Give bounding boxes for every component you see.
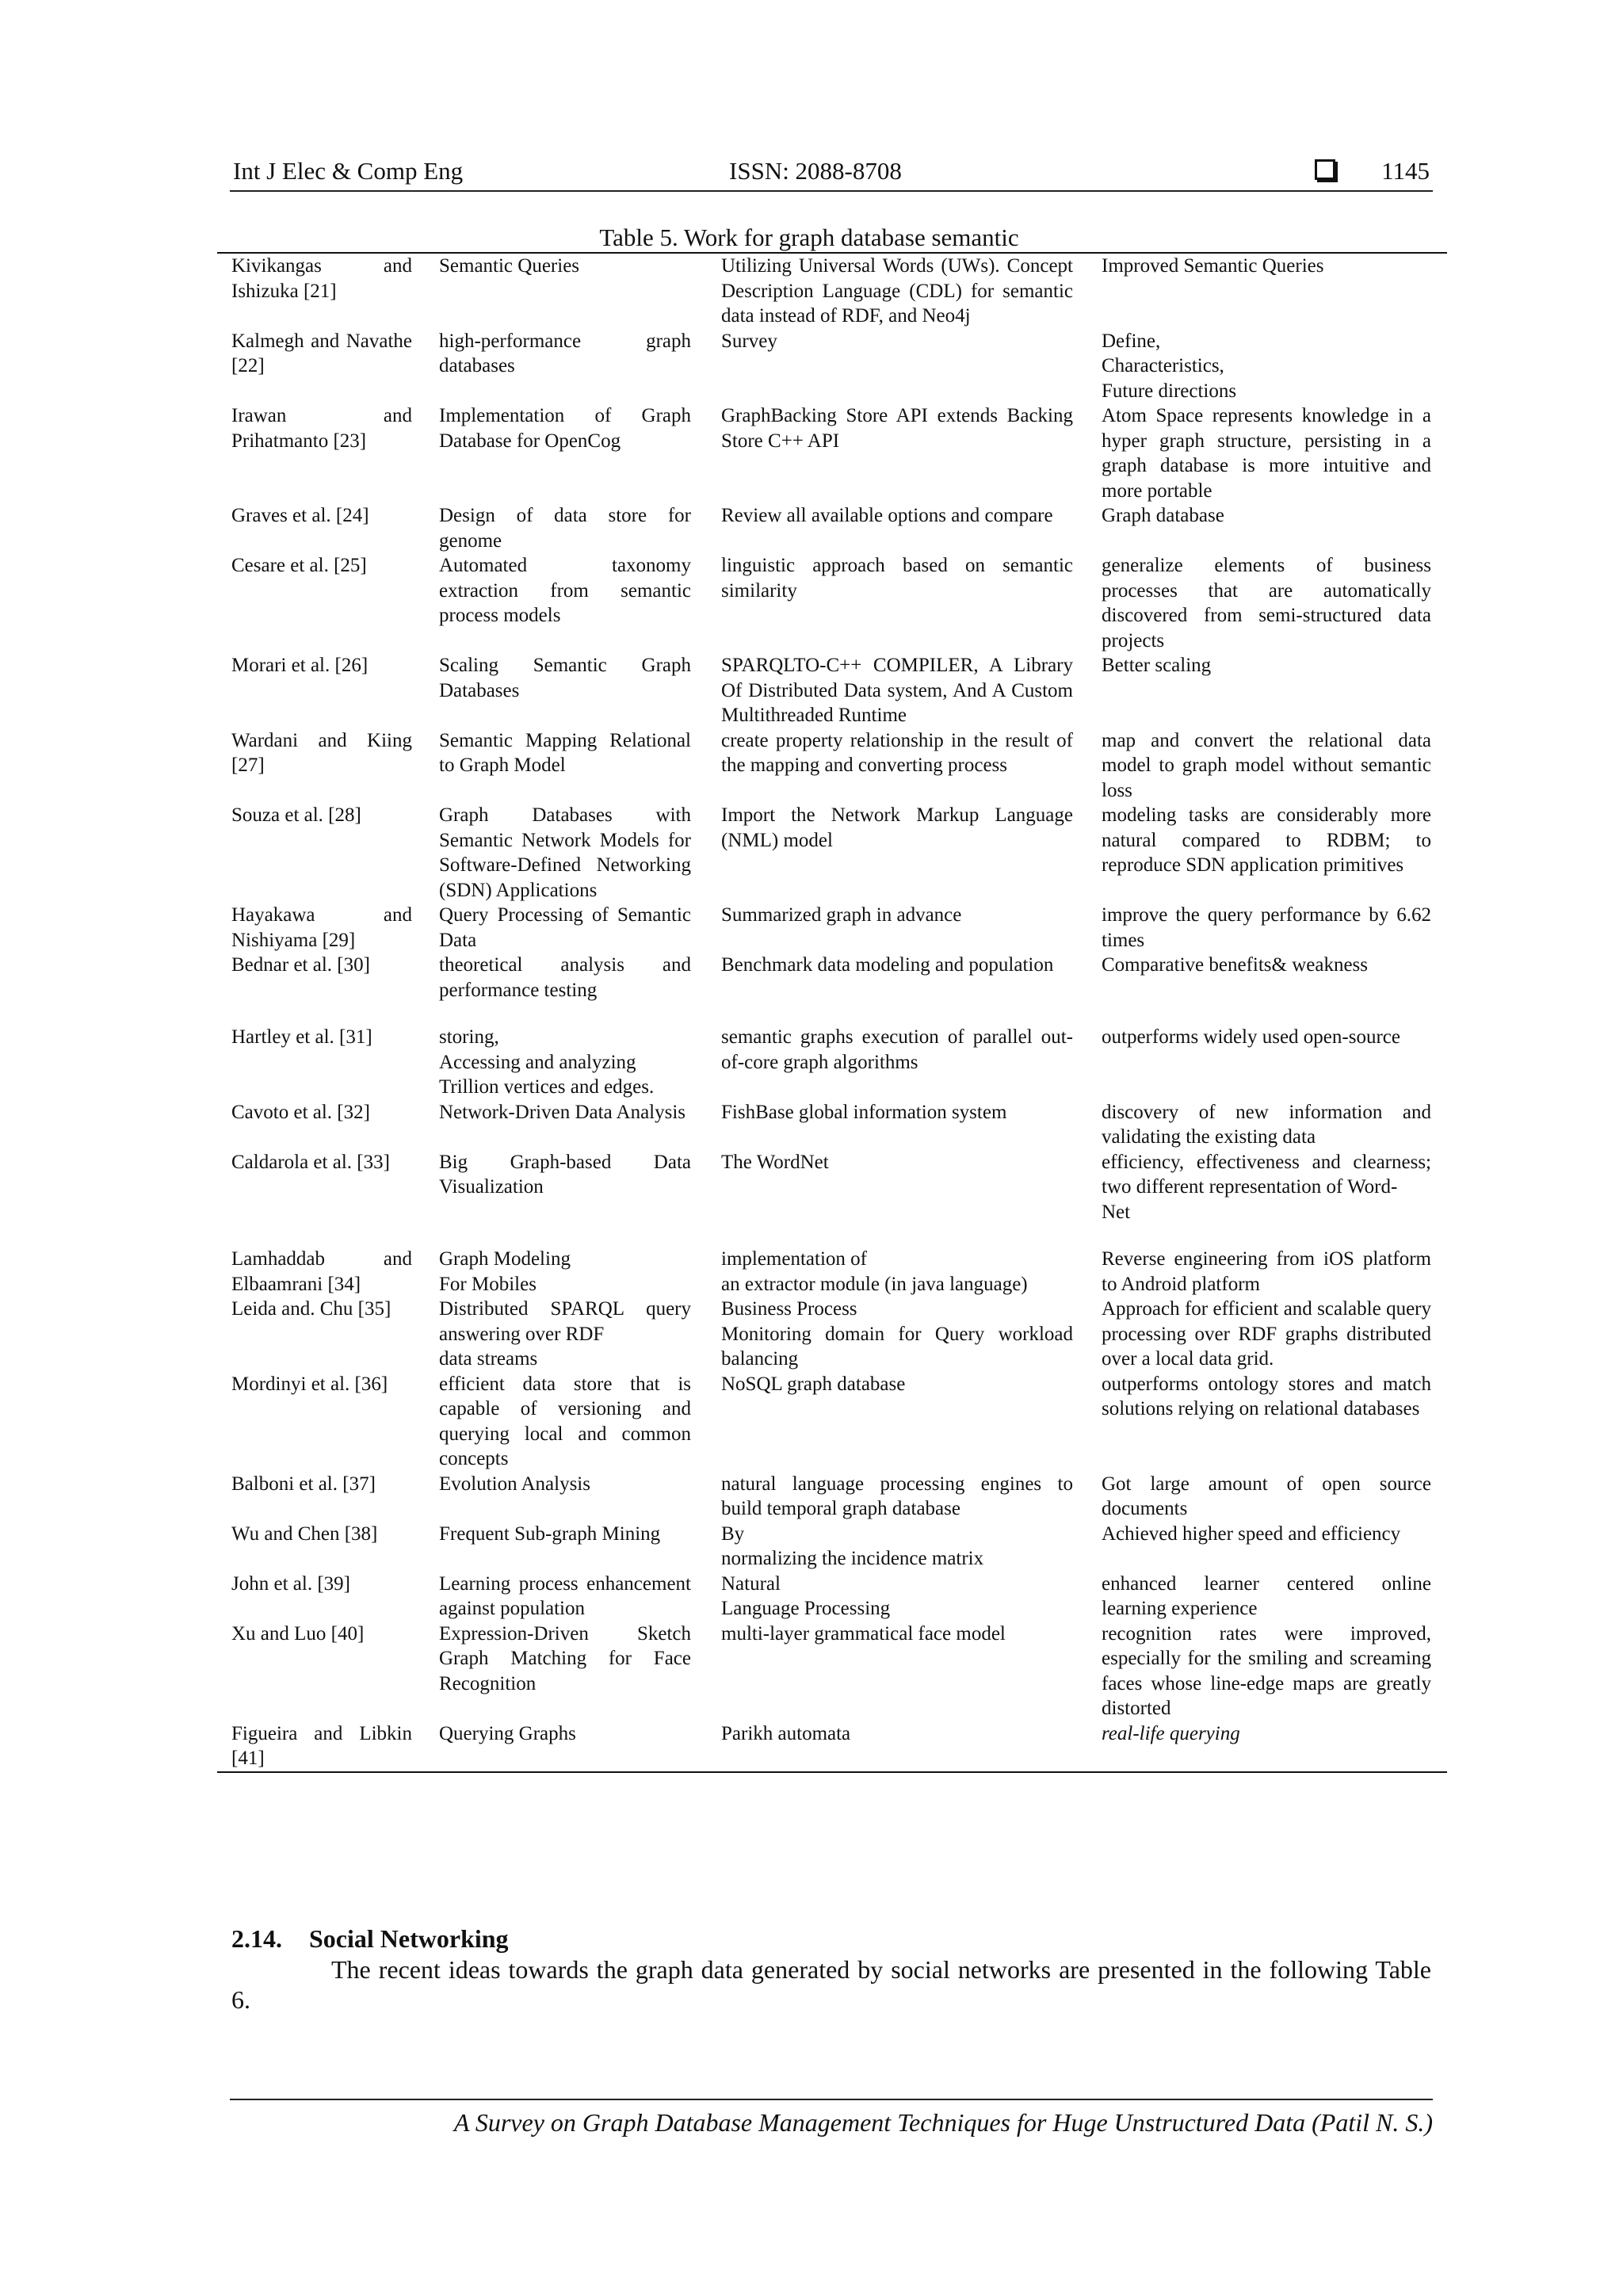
- cell-result: real-life querying: [1102, 1722, 1240, 1744]
- table-row: [217, 728, 1447, 804]
- cell-method: NoSQL graph database: [721, 1373, 906, 1395]
- cell-author: John et al. [39]: [231, 1572, 350, 1595]
- cell-author: Figueira and Libkin [41]: [231, 1722, 412, 1769]
- table-container: [217, 252, 1447, 1773]
- table-row: [217, 1622, 1447, 1721]
- cell-author: Graves et al. [24]: [231, 505, 369, 526]
- table-row: [217, 503, 1447, 553]
- table-row: [217, 1025, 1447, 1100]
- cell-result: Better scaling: [1102, 655, 1212, 676]
- cell-topic: Graph Databases with Semantic Network Models for Software-Defined Networking (SDN) Applications: [439, 804, 691, 901]
- cell-topic: Distributed SPARQL query answering over RDF data streams: [439, 1298, 691, 1370]
- page-footer: A Survey on Graph Database Management Techniques for Huge Unstructured Data (Patil N. S.): [453, 2108, 1433, 2137]
- cell-author: Wardani and Kiing [27]: [231, 729, 412, 776]
- table-row: [217, 903, 1447, 953]
- cell-result: improve the query performance by 6.62 times: [1102, 904, 1431, 951]
- cell-topic: Automated taxonomy extraction from semantic process models: [439, 555, 691, 626]
- cell-topic: Scaling Semantic Graph Databases: [439, 655, 691, 701]
- cell-result: Define, Characteristics, Future directions: [1102, 330, 1237, 402]
- cell-result: map and convert the relational data model to graph model without semantic loss: [1102, 729, 1431, 801]
- cell-result: generalize elements of business processes that are automatically discovered from semi-structured data projects: [1102, 555, 1431, 651]
- checkbox-square-icon: [1315, 159, 1335, 180]
- cell-author: Souza et al. [28]: [231, 804, 361, 826]
- cell-topic: Frequent Sub-graph Mining: [439, 1522, 661, 1545]
- cell-result: outperforms widely used open-source: [1102, 1026, 1400, 1048]
- cell-result: Improved Semantic Queries: [1102, 255, 1324, 277]
- table-row: [217, 1522, 1447, 1572]
- cell-result: discovery of new information and validating the existing data: [1102, 1101, 1431, 1148]
- cell-topic: Implementation of Graph Database for OpenCog: [439, 405, 691, 452]
- cell-topic: Design of data store for genome: [439, 505, 691, 552]
- cell-method: Benchmark data modeling and population: [721, 954, 1054, 976]
- cell-method: linguistic approach based on semantic similarity: [721, 555, 1073, 602]
- cell-result: outperforms ontology stores and match solutions relying on relational databases: [1102, 1373, 1431, 1419]
- cell-method: The WordNet: [721, 1151, 829, 1173]
- table-row: [217, 1472, 1447, 1522]
- cell-result: Comparative benefits& weakness: [1102, 954, 1369, 976]
- cell-topic: Big Graph-based Data Visualization: [439, 1151, 691, 1198]
- cell-topic: Querying Graphs: [439, 1722, 576, 1744]
- cell-result: Graph database: [1102, 505, 1224, 526]
- section-title: Social Networking: [309, 1924, 509, 1953]
- cell-method: By normalizing the incidence matrix: [721, 1522, 984, 1569]
- cell-author: Leida and. Chu [35]: [231, 1298, 391, 1320]
- cell-result: modeling tasks are considerably more natural compared to RDBM; to reproduce SDN application primitives: [1102, 804, 1431, 876]
- cell-author: Caldarola et al. [33]: [231, 1151, 390, 1173]
- cell-topic: Learning process enhancement against population: [439, 1572, 691, 1619]
- table-caption: [0, 223, 1623, 252]
- cell-author: Xu and Luo [40]: [231, 1622, 365, 1645]
- cell-method: FishBase global information system: [721, 1101, 1007, 1123]
- cell-topic: storing, Accessing and analyzing Trillion vertices and edges.: [439, 1026, 655, 1098]
- cell-result: Achieved higher speed and efficiency: [1102, 1522, 1401, 1545]
- cell-topic: Network-Driven Data Analysis: [439, 1101, 686, 1123]
- cell-method: Summarized graph in advance: [721, 904, 962, 926]
- cell-result: recognition rates were improved, especially for the smiling and screaming faces whose line-edge maps are greatly distorted: [1102, 1622, 1431, 1719]
- cell-method: SPARQLTO-C++ COMPILER, A Library Of Distributed Data system, And A Custom Multithreaded Runtime: [721, 655, 1073, 726]
- cell-author: Hartley et al. [31]: [231, 1026, 372, 1048]
- semantic-works-table: [217, 252, 1447, 1773]
- cell-method: Utilizing Universal Words (UWs). Concept Description Language (CDL) for semantic data instead of RDF, and Neo4j: [721, 255, 1073, 327]
- cell-author: Cesare et al. [25]: [231, 555, 367, 576]
- table-row: [217, 653, 1447, 728]
- cell-author: Kivikangas and Ishizuka [21]: [231, 255, 412, 302]
- footer-rule: [230, 2099, 1433, 2100]
- table-row: [217, 1721, 1447, 1772]
- cell-method: Natural Language Processing: [721, 1572, 891, 1619]
- cell-author: Mordinyi et al. [36]: [231, 1373, 388, 1395]
- cell-author: Hayakawa and Nishiyama [29]: [231, 904, 412, 951]
- table-row: [217, 253, 1447, 329]
- cell-method: semantic graphs execution of parallel out-of-core graph algorithms: [721, 1026, 1073, 1073]
- issn: ISSN: 2088-8708: [729, 157, 902, 185]
- section-paragraph: The recent ideas towards the graph data generated by social networks are presented in the following Table 6.: [231, 1955, 1431, 2014]
- cell-topic: Expression-Driven Sketch Graph Matching for Face Recognition: [439, 1622, 691, 1694]
- cell-author: Bednar et al. [30]: [231, 954, 370, 976]
- cell-result: Atom Space represents knowledge in a hyper graph structure, persisting in a graph database is more intuitive and more portable: [1102, 405, 1431, 502]
- cell-topic: high-performance graph databases: [439, 330, 691, 376]
- cell-result: Approach for efficient and scalable query processing over RDF graphs distributed over a local data grid.: [1102, 1298, 1431, 1370]
- page-number-group: [1315, 157, 1430, 185]
- section-number: 2.14.: [231, 1924, 282, 1953]
- table-row: [217, 403, 1447, 503]
- cell-method: Business Process Monitoring domain for Query workload balancing: [721, 1298, 1073, 1370]
- cell-author: Balboni et al. [37]: [231, 1473, 376, 1495]
- cell-topic: Graph Modeling For Mobiles: [439, 1248, 571, 1295]
- cell-author: Morari et al. [26]: [231, 655, 369, 676]
- table-row: [217, 1372, 1447, 1472]
- section-heading: [231, 1924, 509, 1954]
- cell-method: create property relationship in the result of the mapping and converting process: [721, 729, 1073, 776]
- table-row: [217, 1297, 1447, 1372]
- cell-topic: Query Processing of Semantic Data: [439, 904, 691, 951]
- cell-author: Wu and Chen [38]: [231, 1522, 378, 1545]
- cell-topic: efficient data store that is capable of versioning and querying local and common concepts: [439, 1373, 691, 1469]
- cell-method: Import the Network Markup Language (NML) model: [721, 804, 1073, 851]
- cell-author: Lamhaddab and Elbaamrani [34]: [231, 1248, 412, 1295]
- cell-author: Cavoto et al. [32]: [231, 1101, 370, 1123]
- cell-topic: theoretical analysis and performance testing: [439, 954, 691, 1001]
- page-number: 1145: [1381, 157, 1430, 185]
- cell-result: efficiency, effectiveness and clearness; two different representation of Word- Net: [1102, 1151, 1431, 1223]
- table-row: [217, 1247, 1447, 1297]
- table-caption-text: Table 5. Work for graph database semantic: [599, 223, 1019, 251]
- cell-method: Review all available options and compare: [721, 505, 1053, 526]
- table-body: [217, 253, 1447, 1772]
- cell-topic: Semantic Queries: [439, 255, 580, 277]
- cell-method: Survey: [721, 330, 777, 352]
- cell-result: Got large amount of open source documents: [1102, 1473, 1431, 1519]
- cell-method: GraphBacking Store API extends Backing Store C++ API: [721, 405, 1073, 452]
- cell-method: implementation of an extractor module (in java language): [721, 1248, 1028, 1295]
- table-row: [217, 1150, 1447, 1247]
- cell-result: Reverse engineering from iOS platform to Android platform: [1102, 1248, 1431, 1295]
- table-row: [217, 803, 1447, 903]
- cell-method: natural language processing engines to build temporal graph database: [721, 1473, 1073, 1519]
- cell-topic: Semantic Mapping Relational to Graph Model: [439, 729, 691, 776]
- table-row: [217, 553, 1447, 653]
- table-row: [217, 1100, 1447, 1150]
- cell-method: multi-layer grammatical face model: [721, 1622, 1006, 1645]
- cell-method: Parikh automata: [721, 1722, 851, 1744]
- cell-author: Irawan and Prihatmanto [23]: [231, 405, 412, 452]
- cell-topic: Evolution Analysis: [439, 1473, 590, 1495]
- table-row: [217, 329, 1447, 404]
- cell-author: Kalmegh and Navathe [22]: [231, 330, 412, 376]
- journal-name: Int J Elec & Comp Eng: [233, 157, 464, 185]
- page-header: [230, 157, 1433, 192]
- table-row: [217, 953, 1447, 1025]
- table-row: [217, 1572, 1447, 1622]
- cell-result: enhanced learner centered online learning experience: [1102, 1572, 1431, 1619]
